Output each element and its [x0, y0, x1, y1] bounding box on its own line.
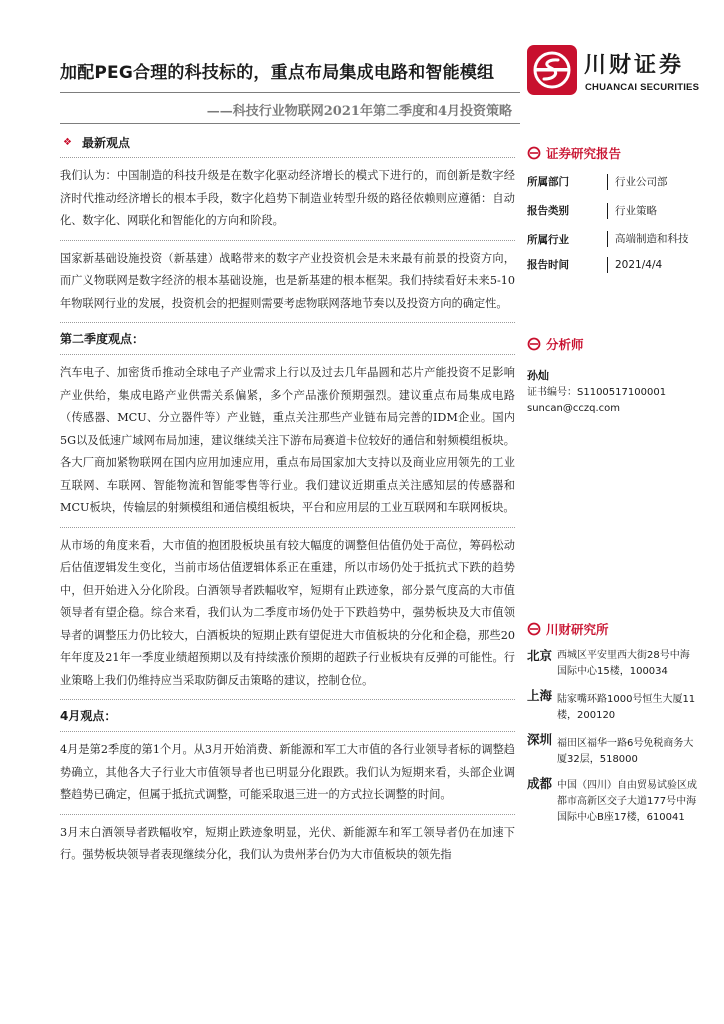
- info-value: 行业策略: [607, 203, 689, 219]
- institute-heading: [527, 620, 697, 638]
- info-label: 报告时间: [527, 259, 569, 271]
- office-address: 福田区福华一路6号免税商务大厦32层，518000: [557, 738, 694, 765]
- paragraph-divider: [60, 240, 515, 241]
- office-row: [527, 686, 697, 724]
- sidebar-institute: [527, 620, 697, 826]
- analyst-name: 孙灿: [527, 369, 549, 382]
- info-row: [527, 231, 697, 247]
- logo-name-en: CHUANCAI SECURITIES: [585, 82, 700, 93]
- report-subtitle: ——科技行业物联网2021年第二季度和4月投资策略: [206, 104, 512, 119]
- paragraph-divider: [60, 354, 515, 355]
- diamond-bullet-icon: ❖: [63, 137, 72, 148]
- office-city: 成都: [527, 776, 553, 791]
- chuancai-logo-icon: [527, 45, 577, 95]
- paragraph-5: 4月是第2季度的第1个月。从3月开始消费、新能源和军工大市值的各行业领导者标的调整趋势确立，其他各大子行业大市值领导者也已明显分化跟跌。我们认为短期来看，头部企业调整趋势已确定，但属于抵抗式调整，可能采取退三进一的方式拉长调整的时间。: [60, 743, 515, 801]
- paragraph-4: 从市场的角度来看，大市值的抱团股板块虽有较大幅度的调整但估值仍处于高位，筹码松动后估值逻辑发生变化，当前市场估值逻辑体系正在重建，所以市场仍处于抵抗式下跌的趋势中，但开始进入分化阶段。白酒领导者跌幅收窄，短期有止跌迹象，部分景气度高的大市值领导者有望企稳。综合来看，我们认为二季度市场仍处于下跌趋势中，强势板块及大市值领导者的调整压力仍比较大，白酒板块的短期止跌有望促进大市值板块的分化和企稳，那些20年年度及21年一季度业绩超预期以及有持续涨价预期的超跌子行业板块有反弹的可能性。行业策略上我们仍维持应当采取防御反击策略的建议，控制仓位。: [60, 538, 515, 687]
- analyst-heading-icon: [527, 337, 541, 351]
- section-latest-views: [60, 134, 515, 151]
- office-city: 深圳: [527, 732, 553, 747]
- info-label: 所属行业: [527, 233, 569, 246]
- section-latest-views-title: 最新观点: [81, 136, 130, 150]
- paragraph-divider: [60, 814, 515, 815]
- office-row: [527, 646, 697, 680]
- institute-heading-icon: [527, 622, 541, 636]
- section-april-title: 4月观点：: [60, 709, 117, 723]
- analyst-heading: [527, 335, 697, 353]
- info-row: [527, 174, 697, 190]
- info-value: 行业公司部: [607, 174, 689, 190]
- paragraph-1: 我们认为：中国制造的科技升级是在数字化驱动经济增长的模式下进行的，而创新是数字经济时代推动经济增长的根本手段，数字化趋势下制造业转型升级的路径依赖则应遵循：自动化、数字化、网联化和智能化的方向和阶段。: [60, 169, 515, 227]
- office-row: [527, 774, 697, 826]
- info-row: [527, 203, 697, 219]
- report-info-title: 证券研究报告: [546, 146, 622, 161]
- logo-name-cn: 川财证券: [584, 53, 685, 78]
- institute-title: 川财研究所: [546, 622, 609, 637]
- paragraph-divider: [60, 527, 515, 528]
- report-title: 加配PEG合理的科技标的，重点布局集成电路和智能模组: [60, 63, 495, 83]
- subtitle-rule: [60, 123, 520, 124]
- company-logo: [527, 45, 700, 97]
- info-row: [527, 257, 697, 273]
- section-divider: [60, 157, 515, 158]
- title-rule: [60, 92, 520, 93]
- main-content: [60, 134, 515, 867]
- paragraph-3: 汽车电子、加密货币推动全球电子产业需求上行以及过去几年晶圆和芯片产能投资不足影响产业供给，集成电路产业供需关系偏紧，多个产品涨价预期强烈。建议重点布局集成电路（传感器、MCU、分立器件等）产业链，重点关注那些产业链布局完善的IDM企业。国内5G以及低速广域网布局加速，建议继续关注下游布局赛道卡位较好的通信和射频模组板块。各大厂商加紧物联网在国内应用加速应用，重点布局国家加大支持以及商业应用领先的工业互联网、车联网、智能物流和智能零售等行业。我们建议近期重点关注感知层的传感器和MCU板块，传输层的射频模组和通信模组板块，平台和应用层的工业互联网和车联网板块。: [60, 366, 515, 514]
- analyst-title: 分析师: [546, 337, 584, 352]
- paragraph-divider: [60, 731, 515, 732]
- office-city: 北京: [527, 648, 553, 663]
- info-label: 所属部门: [527, 176, 569, 188]
- office-address: 陆家嘴环路1000号恒生大厦11楼，200120: [557, 694, 696, 721]
- office-row: [527, 730, 697, 768]
- report-info-heading: [527, 144, 697, 162]
- paragraph-divider: [60, 322, 515, 323]
- section-q2-title: 第二季度观点：: [60, 332, 145, 346]
- analyst-cert: 证书编号：S1100517100001: [527, 387, 667, 398]
- sidebar-analyst: [527, 335, 697, 417]
- office-city: 上海: [527, 688, 553, 703]
- paragraph-2: 国家新基础设施投资（新基建）战略带来的数字产业投资机会是未来最有前景的投资方向，而广义物联网是数字经济的根本基础设施，也是新基建的根本框架。我们持续看好未来5-10年物联网行业的发展，投资机会的把握则需要考虑物联网落地节奏以及投资方向的确定性。: [60, 251, 515, 310]
- office-address: 中国（四川）自由贸易试验区成都市高新区交子大道177号中海国际中心B座17楼，610041: [557, 780, 697, 823]
- info-label: 报告类别: [527, 205, 569, 217]
- analyst-email[interactable]: suncan@cczq.com: [527, 403, 620, 414]
- office-address: 西城区平安里西大街28号中海国际中心15楼，100034: [557, 650, 690, 677]
- paragraph-6: 3月末白酒领导者跌幅收窄，短期止跌迹象明显，光伏、新能源车和军工领导者仍在加速下行。强势板块领导者表现继续分化，我们认为贵州茅台仍为大市值板块的领先指: [60, 825, 515, 861]
- report-heading-icon: [527, 146, 541, 160]
- paragraph-divider: [60, 699, 515, 700]
- info-value: 高端制造和科技: [607, 231, 689, 247]
- info-value: 2021/4/4: [607, 257, 689, 273]
- sidebar-report-info: [527, 144, 697, 273]
